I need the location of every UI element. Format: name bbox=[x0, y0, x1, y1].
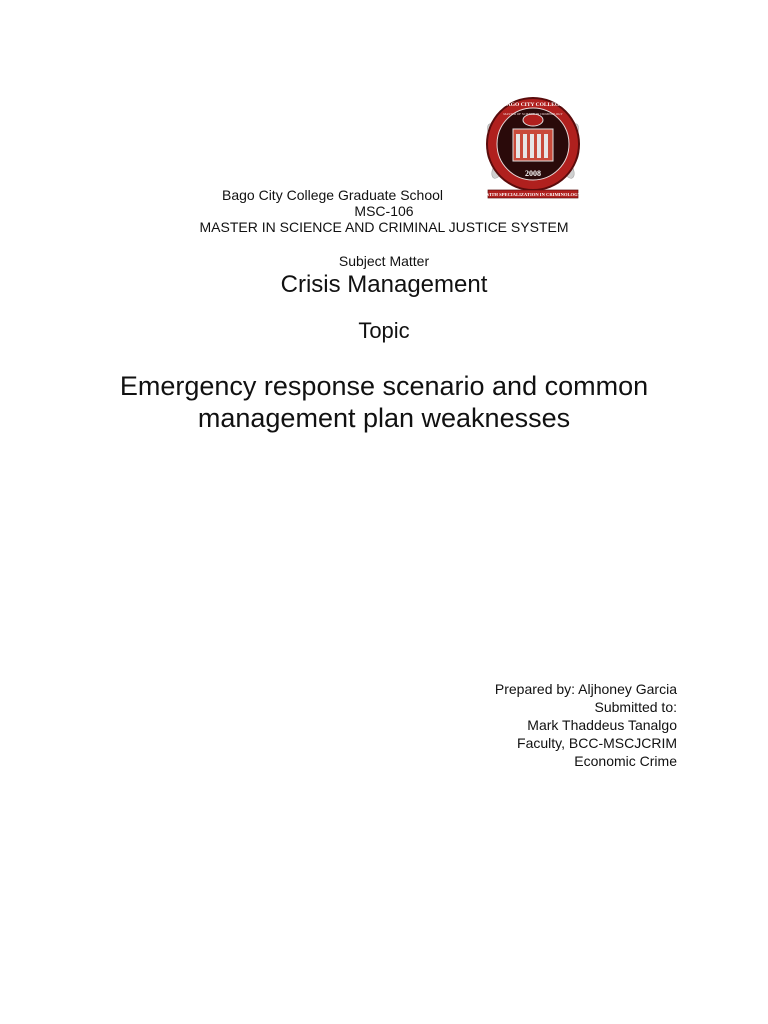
topic-title-line-2: management plan weaknesses bbox=[197, 403, 571, 433]
seal-year: 2008 bbox=[525, 169, 541, 178]
seal-arc-text: MASTER OF SCIENCE IN CRIMINOLOGY bbox=[503, 112, 563, 116]
course-name: Economic Crime bbox=[574, 753, 677, 769]
faculty-position: Faculty, BCC-MSCJCRIM bbox=[517, 735, 677, 751]
submitted-to-label: Submitted to: bbox=[594, 699, 677, 715]
seal-top-text: BAGO CITY COLLEGE bbox=[503, 102, 563, 108]
credits-block bbox=[495, 680, 677, 770]
program-name: MASTER IN SCIENCE AND CRIMINAL JUSTICE SYSTEM bbox=[199, 219, 569, 235]
topic-title bbox=[0, 370, 768, 434]
topic-title-line-1: Emergency response scenario and common bbox=[119, 371, 649, 401]
prepared-by: Prepared by: Aljhoney Garcia bbox=[494, 681, 677, 697]
course-code: MSC-106 bbox=[354, 203, 414, 219]
subject-label: Subject Matter bbox=[338, 253, 430, 269]
college-seal-logo bbox=[484, 94, 582, 202]
faculty-name: Mark Thaddeus Tanalgo bbox=[527, 717, 677, 733]
school-name: Bago City College Graduate School bbox=[222, 187, 444, 203]
topic-label: Topic bbox=[358, 318, 410, 343]
subject-title: Crisis Management bbox=[280, 271, 488, 298]
seal-banner-text: WITH SPECIALIZATION IN CRIMINOLOGY bbox=[484, 192, 582, 197]
